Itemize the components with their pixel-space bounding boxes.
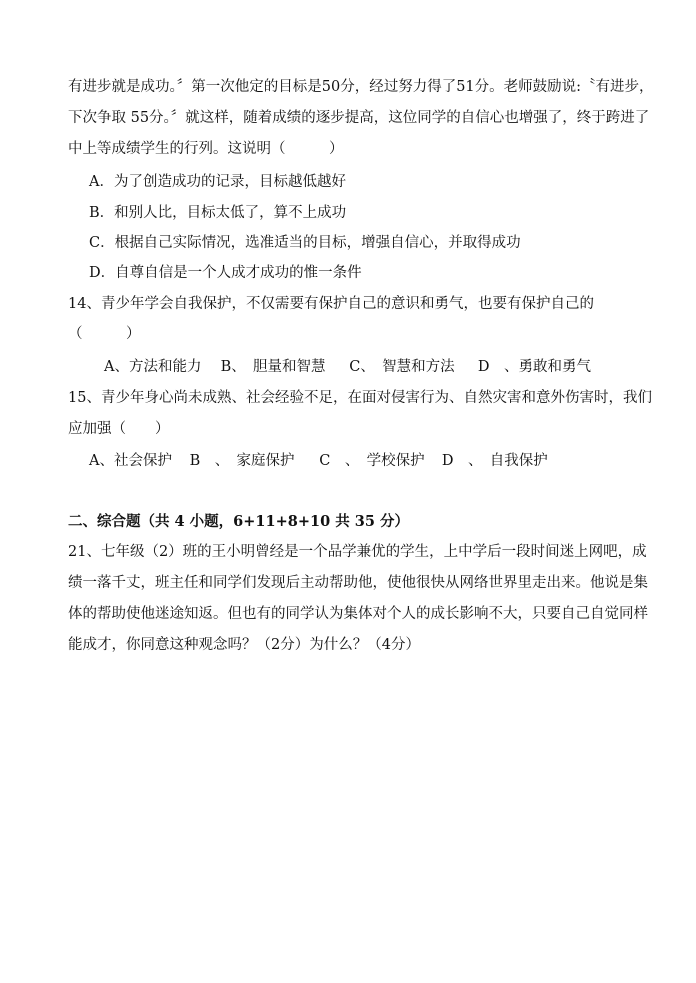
q21-text-line-3: 体的帮助使他迷途知返。但也有的同学认为集体对个人的成长影响不大，只要自己自觉同样 bbox=[68, 606, 648, 622]
q15-text-line-1: 15、青少年身心尚未成熟、社会经验不足，在面对侵害行为、自然灾害和意外伤害时，我们 bbox=[68, 390, 652, 406]
section-2-heading: 二、综合题（共 4 小题，6+11+8+10 共 35 分） bbox=[68, 513, 409, 530]
q14-option-b: B、 胆量和智慧 bbox=[220, 359, 326, 375]
q13-option-d: D．自尊自信是一个人成才成功的惟一条件 bbox=[89, 265, 362, 281]
q15-option-b: B 、 家庭保护 bbox=[189, 453, 295, 469]
q13-text-line-3: 中上等成绩学生的行列。这说明（ ） bbox=[68, 141, 344, 157]
q21-text-line-4: 能成才，你同意这种观念吗？（2分）为什么？（4分） bbox=[68, 637, 420, 653]
q13-option-a: A．为了创造成功的记录，目标越低越好 bbox=[89, 174, 346, 190]
q13-option-b: B．和别人比，目标太低了，算不上成功 bbox=[89, 205, 347, 221]
q13-text-line-1: 有进步就是成功。〞第一次他定的目标是50分，经过努力得了51分。老师鼓励说:〝有进步， bbox=[68, 79, 654, 95]
q14-option-a: A、方法和能力 bbox=[104, 359, 202, 375]
q14-option-c: C、 智慧和方法 bbox=[349, 359, 455, 375]
q14-text-line-1: 14、青少年学会自我保护，不仅需要有保护自己的意识和勇气，也要有保护自己的 bbox=[68, 296, 594, 312]
q15-options-row bbox=[89, 451, 548, 471]
q15-text-line-2: 应加强（ ） bbox=[68, 421, 170, 437]
q21-text-line-2: 绩一落千丈，班主任和同学们发现后主动帮助他，使他很快从网络世界里走出来。他说是集 bbox=[68, 575, 648, 591]
q15-option-d: D 、 自我保护 bbox=[441, 453, 548, 469]
q13-text-line-2: 下次争取 55分。〞就这样，随着成绩的逐步提高，这位同学的自信心也增强了，终于跨进了 bbox=[68, 110, 650, 126]
q14-option-d: D 、勇敢和勇气 bbox=[477, 359, 591, 375]
q21-text-line-1: 21、七年级（2）班的王小明曾经是一个品学兼优的学生，上中学后一段时间迷上网吧，成 bbox=[68, 544, 647, 560]
q15-option-c: C 、 学校保护 bbox=[319, 453, 425, 469]
q14-options-row bbox=[104, 357, 591, 377]
q15-option-a: A、社会保护 bbox=[89, 453, 172, 469]
q13-option-c: C．根据自己实际情况，选准适当的目标，增强自信心，并取得成功 bbox=[89, 235, 521, 251]
q14-text-line-2: （ ） bbox=[68, 326, 141, 342]
